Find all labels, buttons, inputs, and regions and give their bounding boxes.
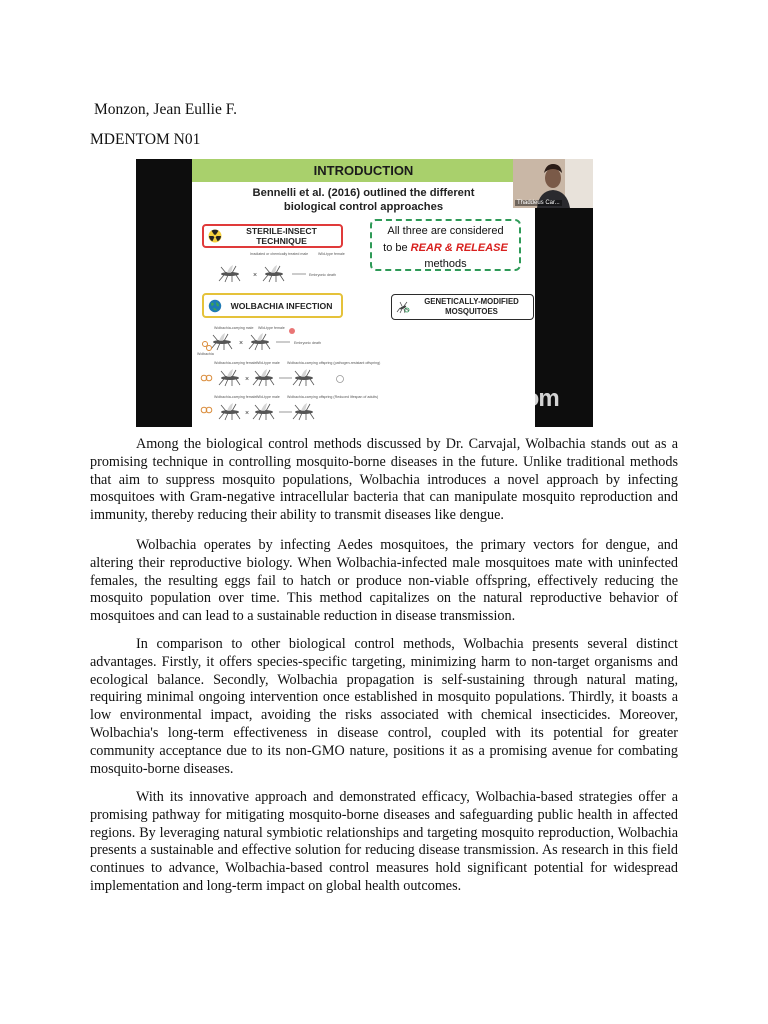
label-offspring-2: Wolbachia-carrying offspring (Reduced lifespan of adults) bbox=[287, 395, 379, 399]
paragraph-4-text: With its innovative approach and demonstrated efficacy, Wolbachia-based strategies offer a promising pathway for mitigating mosquito-borne diseases and safeguarding public health in affected regions. By leveraging natural symbiotic relationships and targeting mosquito reproduction, Wolbachia presents a sustainable and effective solution for reducing disease transmission. As research in this field continues to advance, Wolbachia-based control measures hold significant potential for widespread implementation and long-term impact on global health outcomes. bbox=[90, 789, 678, 894]
cross-sign-2: × bbox=[239, 340, 244, 347]
wolbachia-label: WOLBACHIA INFECTION bbox=[230, 300, 333, 311]
mosquito-offspring-2 bbox=[293, 403, 314, 420]
rear-release-prefix: to be bbox=[383, 241, 411, 254]
slide-banner: INTRODUCTION bbox=[192, 159, 535, 182]
cross-sign-1: × bbox=[253, 272, 258, 279]
participant-video-tile[interactable] bbox=[513, 159, 593, 208]
label-wild-female: Wild-type female bbox=[318, 252, 345, 256]
pathogen-icon bbox=[337, 376, 344, 383]
mosquito-sterile-male bbox=[219, 265, 240, 282]
label-offspring-1: Wolbachia-carrying offspring (pathogen-resistant offspring) bbox=[287, 361, 381, 365]
presentation-slide bbox=[192, 159, 535, 427]
rear-release-line-1: All three are considered bbox=[387, 225, 504, 237]
zoom-watermark: zoom bbox=[500, 385, 559, 412]
paragraph-1-text: Among the biological control methods discussed by Dr. Carvajal, Wolbachia stands out as a promising technique in controlling mosquito-borne diseases in the future. Unlike traditional methods that aim to suppress mosquito populations, Wolbachia introduces a novel approach by infecting mosquitoes with Gram-negative intracellular bacteria that can manipulate mosquito reproduction and immunity, thereby reducing their ability to transmit diseases like dengue. bbox=[90, 436, 678, 524]
paragraph-2-text: Wolbachia operates by infecting Aedes mosquitoes, the primary vectors for dengue, and altering their reproductive biology. When Wolbachia-infected male mosquitoes mate with uninfected females, the resulting eggs fail to hatch or produce non-viable offspring, effectively reducing the mosquito population over time. This method capitalizes on the natural reproductive behavior of mosquitoes and can lead to a sustainable reduction in disease transmission. bbox=[90, 537, 678, 625]
mating-diagram bbox=[192, 159, 535, 427]
course-code: MDENTOM N01 bbox=[90, 131, 201, 148]
label-embryonic-death: Embryonic death bbox=[309, 273, 336, 277]
slide-title-line-1: Bennelli et al. (2016) outlined the different bbox=[252, 187, 475, 199]
sterile-insect-label: STERILE-INSECT TECHNIQUE bbox=[246, 226, 317, 246]
mosquito-wolbachia-female-2 bbox=[219, 403, 240, 420]
rear-release-emphasis: REAR & RELEASE bbox=[410, 241, 508, 254]
participant-name: Thaddeus Car... bbox=[517, 200, 560, 206]
label-irradiated-male: Irradiated or chemically treated male bbox=[250, 252, 309, 256]
label-wolbachia-female-2: Wolbachia-carrying female bbox=[214, 395, 257, 399]
wolbachia-cell-2 bbox=[207, 346, 212, 351]
red-dot bbox=[289, 328, 295, 334]
mosquito-wild-male bbox=[253, 369, 274, 386]
label-embryonic-death-2: Embryonic death bbox=[294, 341, 321, 345]
cross-sign-4: × bbox=[245, 410, 250, 417]
label-wolbachia-female: Wolbachia-carrying female bbox=[214, 361, 257, 365]
mosquito-offspring-1 bbox=[293, 369, 314, 386]
paragraph-3 bbox=[90, 636, 678, 778]
label-wolbachia-male: Wolbachia-carrying male bbox=[214, 326, 254, 330]
label-wolbachia-tag: Wolbachia bbox=[197, 352, 214, 356]
paragraph-1 bbox=[90, 436, 678, 525]
slide-title-line-2: biological control approaches bbox=[283, 200, 444, 213]
mosquito-wild-female bbox=[263, 265, 284, 282]
label-wild-female-2: Wild-type female bbox=[258, 326, 285, 330]
gmo-label-line-2: MOSQUITOES bbox=[445, 307, 498, 316]
mosquito-wolbachia-female bbox=[219, 369, 240, 386]
paragraph-2 bbox=[90, 537, 678, 626]
mosquito-wild-male-2 bbox=[253, 403, 274, 420]
mosquito-wild-female-2 bbox=[249, 333, 270, 350]
paragraph-4 bbox=[90, 789, 678, 896]
paragraph-3-text: In comparison to other biological control methods, Wolbachia presents several distinct advantages. Firstly, it offers species-specific targeting, minimizing harm to non-target organisms and ecological balance. Secondly, Wolbachia propagation is self-sustaining through natural mating, requiring minimal ongoing intervention once established in mosquito populations. Thirdly, it boasts a low environmental impact, avoiding the risks associated with chemical insecticides. Moreover, Wolbachia's long-term effectiveness in disease control, coupled with its potential for greater community acceptance due to its non-GMO nature, positions it as a promising avenue for combating mosquito-borne diseases. bbox=[90, 636, 678, 777]
gmo-label-line-1: GENETICALLY-MODIFIED bbox=[424, 297, 519, 306]
zoom-screenshot bbox=[136, 159, 593, 427]
label-wild-male: Wild-type male bbox=[256, 361, 280, 365]
author-name: Monzon, Jean Eullie F. bbox=[94, 101, 237, 118]
label-wild-male-2: Wild-type male bbox=[256, 395, 280, 399]
wolbachia-cell-1 bbox=[203, 342, 208, 347]
mosquito-wolbachia-male bbox=[211, 333, 232, 350]
cross-sign-3: × bbox=[245, 376, 250, 383]
rear-release-line-3: methods bbox=[424, 258, 467, 270]
